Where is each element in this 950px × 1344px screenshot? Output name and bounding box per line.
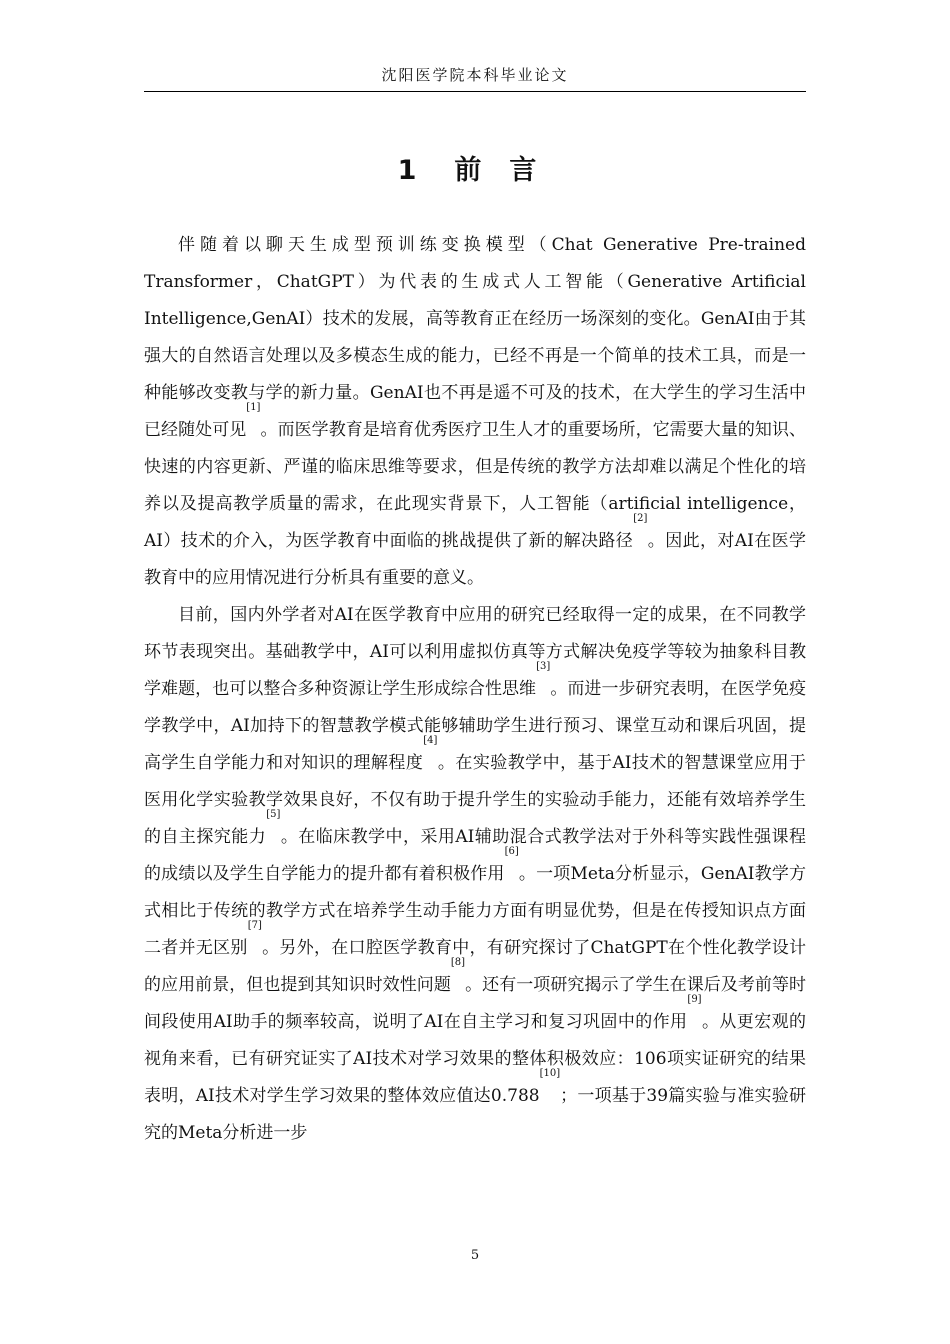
- text-run: 。在临床教学中，采用AI辅助混合式教学法对于外科等实践性强课程的成绩以及学生自学能力的提升都有着积极作用: [144, 827, 806, 884]
- chapter-title: [0, 148, 950, 187]
- chapter-title-char-1: 前: [454, 155, 486, 186]
- citation-ref: [6]: [504, 846, 519, 857]
- text-run: 。而进一步研究表明，在医学免疫学教学中，AI加持下的智慧教学模式能够辅助学生进行预习、课堂互动和课后巩固，提高学生自学能力和对知识的理解程度: [144, 679, 807, 773]
- running-header: 沈阳医学院本科毕业论文: [144, 64, 806, 92]
- citation-ref: [7]: [247, 920, 262, 931]
- citation-ref: [4]: [423, 735, 438, 746]
- text-run: 伴随着以聊天生成型预训练变换模型（Chat Generative Pre-trained Transformer，ChatGPT）为代表的生成式人工智能（Generative Artificial Intelligence,GenAI）技术的发展，高等教育正在经历一场深刻的变化。GenAI由于其强大的自然语言处理以及多模态生成的能力，已经不再是一个简单的技术工具，而是一种能够改变教与学的新力量。GenAI也不再是遥不可及的技术，在大学生的学习生活中已经随处可见: [144, 235, 806, 440]
- text-run: 。而医学教育是培育优秀医疗卫生人才的重要场所，它需要大量的知识、快速的内容更新、严谨的临床思维等要求，但是传统的教学方法却难以满足个性化的培养以及提高教学质量的需求，在此现实背景下，人工智能（artificial intelligence，AI）技术的介入，为医学教育中面临的挑战提供了新的解决路径: [144, 420, 807, 551]
- text-run: 。在实验教学中，基于AI技术的智慧课堂应用于医用化学实验教学效果良好，不仅有助于提升学生的实验动手能力，还能有效培养学生的自主探究能力: [144, 753, 806, 847]
- chapter-title-char-2: 言: [509, 155, 541, 186]
- body-text: [144, 227, 806, 1152]
- text-run: 。还有一项研究揭示了学生在课后及考前等时间段使用AI助手的频率较高，说明了AI在自主学习和复习巩固中的作用: [144, 975, 807, 1032]
- citation-ref: [8]: [450, 957, 466, 968]
- text-run: ；一项基于39篇实验与准实验研究的Meta分析进一步: [144, 1086, 806, 1143]
- citation-ref: [1]: [246, 402, 261, 413]
- paragraph: [144, 597, 806, 1152]
- chapter-number: 1: [397, 155, 421, 186]
- page-number: 5: [470, 1248, 480, 1263]
- citation-ref: [5]: [266, 809, 281, 820]
- text-run: 。一项Meta分析显示，GenAI教学方式相比于传统的教学方式在培养学生动手能力方面有明显优势，但是在传授知识点方面二者并无区别: [144, 864, 807, 958]
- text-run: 目前，国内外学者对AI在医学教育中应用的研究已经取得一定的成果，在不同教学环节表现突出。基础教学中，AI可以利用虚拟仿真等方式解决免疫学等较为抽象科目教学难题，也可以整合多种资源让学生形成综合性思维: [144, 605, 806, 699]
- text-run: 。从更宏观的视角来看，已有研究证实了AI技术对学习效果的整体积极效应：106项实证研究的结果表明，AI技术对学生学习效果的整体效应值达0.788: [144, 1012, 807, 1106]
- citation-ref: [3]: [536, 661, 551, 672]
- paragraph: [144, 227, 806, 597]
- citation-ref: [9]: [687, 994, 702, 1005]
- citation-ref: [10]: [539, 1068, 561, 1079]
- text-run: 。另外，在口腔医学教育中，有研究探讨了ChatGPT在个性化教学设计的应用前景，但也提到其知识时效性问题: [144, 938, 807, 995]
- citation-ref: [2]: [633, 513, 648, 524]
- text-run: 。因此，对AI在医学教育中的应用情况进行分析具有重要的意义。: [144, 531, 806, 588]
